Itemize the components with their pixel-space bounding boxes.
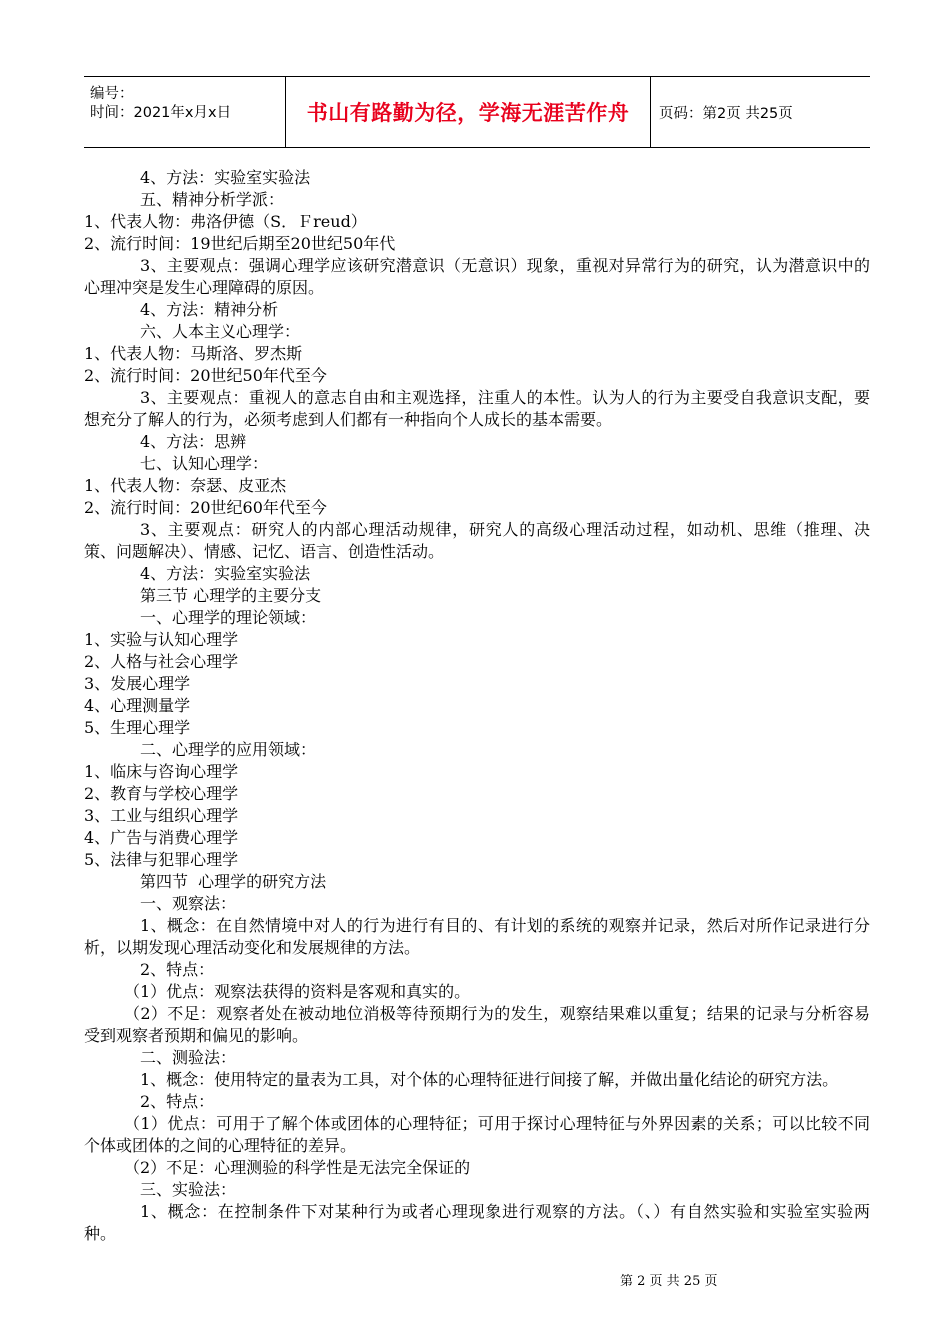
- body-paragraph: 4、方法：实验室实验法: [140, 564, 311, 583]
- body-paragraph: 3、主要观点：研究人的内部心理活动规律，研究人的高级心理活动过程，如动机、思维（推理、决策、问题解决）、情感、记忆、语言、创造性活动。: [84, 520, 870, 561]
- page-footer: 第 2 页 共 25 页: [620, 1274, 718, 1289]
- body-paragraph: 三、实验法：: [140, 1180, 237, 1199]
- body-paragraph: 2、人格与社会心理学: [84, 652, 239, 671]
- body-paragraph: 3、工业与组织心理学: [84, 806, 239, 825]
- body-paragraph: 一、观察法：: [140, 894, 237, 913]
- body-paragraph: 1、代表人物：马斯洛、罗杰斯: [84, 344, 303, 363]
- body-paragraph: 1、临床与咨询心理学: [84, 762, 239, 781]
- body-paragraph: 3、发展心理学: [84, 674, 191, 693]
- document-header: [84, 76, 870, 148]
- header-motto: 书山有路勤为径，学海无涯苦作舟: [286, 77, 651, 147]
- document-date: 时间：2021年x月x日: [90, 105, 232, 121]
- body-paragraph: 2、流行时间：20世纪60年代至今: [84, 498, 327, 517]
- body-paragraph: 4、方法：精神分析: [140, 300, 279, 319]
- body-paragraph: 二、测验法：: [140, 1048, 237, 1067]
- body-paragraph: 2、特点：: [140, 960, 215, 979]
- body-paragraph: 5、生理心理学: [84, 718, 191, 737]
- body-paragraph: 2、特点：: [140, 1092, 215, 1111]
- body-paragraph: 4、广告与消费心理学: [84, 828, 239, 847]
- body-paragraph: 4、方法：思辨: [140, 432, 247, 451]
- body-paragraph: 1、概念：在自然情境中对人的行为进行有目的、有计划的系统的观察并记录，然后对所作记录进行分析，以期发现心理活动变化和发展规律的方法。: [84, 916, 870, 957]
- body-paragraph: 第四节 心理学的研究方法: [140, 872, 327, 891]
- body-paragraph: 4、心理测量学: [84, 696, 191, 715]
- body-paragraph: 4、方法：实验室实验法: [140, 168, 311, 187]
- body-paragraph: 5、法律与犯罪心理学: [84, 850, 239, 869]
- document-body: [84, 167, 870, 1245]
- body-paragraph: 二、心理学的应用领域：: [140, 740, 317, 759]
- body-paragraph: （1）优点：观察法获得的资料是客观和真实的。: [124, 982, 471, 1001]
- body-paragraph: 一、心理学的理论领域：: [140, 608, 317, 627]
- header-meta-cell: [84, 77, 286, 147]
- body-paragraph: 2、教育与学校心理学: [84, 784, 239, 803]
- body-paragraph: 3、主要观点：强调心理学应该研究潜意识（无意识）现象，重视对异常行为的研究，认为潜意识中的心理冲突是发生心理障碍的原因。: [84, 256, 870, 297]
- body-paragraph: （2）不足：观察者处在被动地位消极等待预期行为的发生，观察结果难以重复；结果的记录与分析容易受到观察者预期和偏见的影响。: [84, 1004, 870, 1045]
- body-paragraph: 2、流行时间：20世纪50年代至今: [84, 366, 327, 385]
- body-paragraph: 第三节 心理学的主要分支: [140, 586, 322, 605]
- body-paragraph: （1）优点：可用于了解个体或团体的心理特征；可用于探讨心理特征与外界因素的关系；可以比较不同个体或团体的之间的心理特征的差异。: [84, 1114, 870, 1155]
- body-paragraph: 1、代表人物：弗洛伊德（S．Ｆreud）: [84, 212, 367, 231]
- body-paragraph: 1、实验与认知心理学: [84, 630, 239, 649]
- body-paragraph: 五、精神分析学派：: [140, 190, 285, 209]
- body-paragraph: 3、主要观点：重视人的意志自由和主观选择，注重人的本性。认为人的行为主要受自我意识支配，要想充分了解人的行为，必须考虑到人们都有一种指向个人成长的基本需要。: [84, 388, 870, 429]
- document-number: 编号：: [90, 86, 134, 102]
- header-page-number: 页码：第2页 共25页: [659, 105, 793, 122]
- body-paragraph: （2）不足：心理测验的科学性是无法完全保证的: [124, 1158, 471, 1177]
- body-paragraph: 1、概念：在控制条件下对某种行为或者心理现象进行观察的方法。（、）有自然实验和实验室实验两种。: [84, 1202, 870, 1243]
- body-paragraph: 1、概念：使用特定的量表为工具，对个体的心理特征进行间接了解，并做出量化结论的研究方法。: [140, 1070, 839, 1089]
- body-paragraph: 2、流行时间：19世纪后期至20世纪50年代: [84, 234, 396, 253]
- body-paragraph: 六、人本主义心理学：: [140, 322, 301, 341]
- body-paragraph: 1、代表人物：奈瑟、皮亚杰: [84, 476, 287, 495]
- body-paragraph: 七、认知心理学：: [140, 454, 269, 473]
